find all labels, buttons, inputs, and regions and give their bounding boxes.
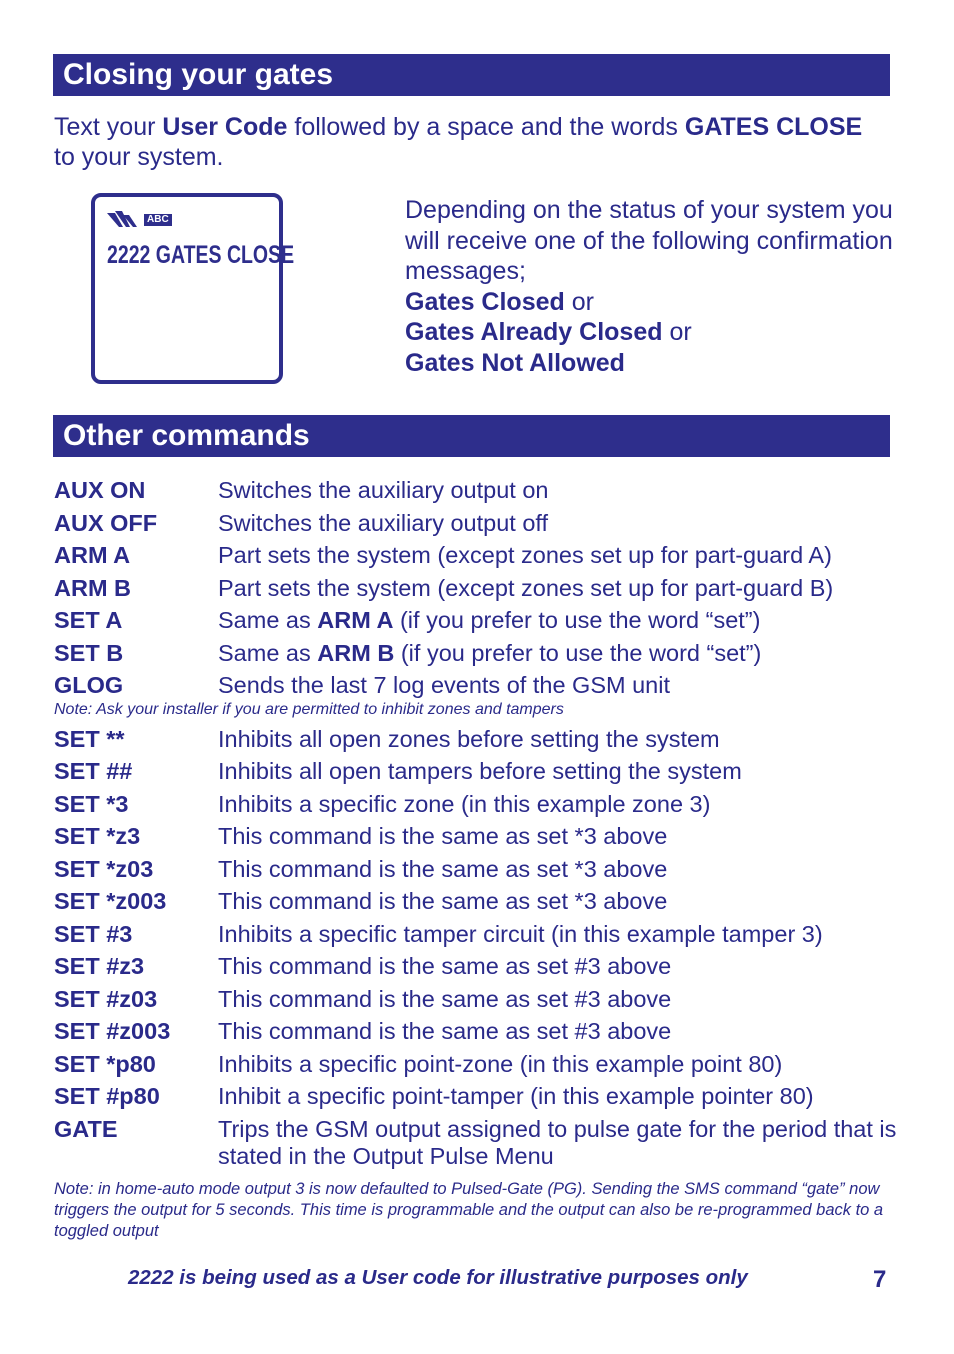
- command-description: This command is the same as set #3 above: [218, 953, 672, 979]
- command-row: [54, 604, 914, 637]
- command-row: [54, 507, 914, 540]
- intro-seg: followed by a space and the words: [287, 113, 685, 141]
- description-seg: ARM A: [317, 607, 394, 633]
- command-row: [54, 669, 914, 702]
- command-description: Inhibits a specific zone (in this example zone 3): [218, 790, 711, 817]
- command-name: GLOG: [54, 672, 124, 698]
- message-label: Gates Not Allowed: [405, 348, 625, 377]
- command-name: AUX ON: [54, 477, 146, 503]
- command-row: [54, 820, 914, 853]
- command-description: This command is the same as set *3 above: [218, 855, 668, 882]
- intro-seg: Text your: [54, 113, 163, 141]
- command-row: [54, 723, 914, 756]
- description-seg: (if you prefer to use the word “set”): [393, 607, 761, 633]
- command-description: This command is the same as set #3 above: [218, 1018, 672, 1044]
- intro-seg: User Code: [162, 113, 288, 141]
- command-name: SET *3: [54, 790, 129, 817]
- command-name: SET *p80: [54, 1050, 156, 1077]
- command-description: Inhibits a specific tamper circuit (in this example tamper 3): [218, 920, 823, 947]
- command-name: SET #z3: [54, 953, 145, 979]
- command-row: [54, 983, 914, 1016]
- command-description: Inhibit a specific point-tamper (in this example pointer 80): [218, 1083, 814, 1109]
- footer-disclaimer: 2222 is being used as a User code for illustrative purposes only: [128, 1266, 748, 1289]
- section-header-closing-gates: Closing your gates: [53, 54, 890, 96]
- message-gates-not-allowed: [405, 348, 895, 379]
- command-name: SET A: [54, 607, 123, 633]
- command-name: ARM A: [54, 542, 131, 568]
- command-row: [54, 950, 914, 983]
- phone-screen-illustration: [91, 193, 295, 384]
- command-description: Inhibits all open tampers before setting the system: [218, 758, 742, 784]
- command-name: AUX OFF: [54, 509, 158, 536]
- message-label: Gates Already Closed: [405, 318, 663, 346]
- command-description: Trips the GSM output assigned to pulse gate for the period that is stated in the Output Pulse Menu: [218, 1115, 897, 1169]
- command-description: Part sets the system (except zones set up for part-guard B): [218, 574, 834, 601]
- page-number: 7: [873, 1266, 887, 1293]
- command-name: SET **: [54, 725, 125, 752]
- command-name: SET *z3: [54, 823, 141, 849]
- command-row: [54, 539, 914, 572]
- commands-table: [54, 474, 914, 1173]
- description-seg: Same as: [218, 639, 318, 666]
- command-row: [54, 755, 914, 788]
- message-gates-already-closed: [405, 317, 895, 348]
- description-seg: (if you prefer to use the word “set”): [394, 639, 762, 666]
- command-description: This command is the same as set #3 above: [218, 985, 672, 1012]
- command-name: ARM B: [54, 574, 132, 601]
- command-name: SET #z03: [54, 985, 158, 1012]
- command-description: [218, 604, 914, 637]
- command-name: GATE: [54, 1115, 118, 1142]
- description-seg: ARM B: [317, 639, 395, 666]
- command-name: SET *z03: [54, 855, 154, 882]
- message-gates-closed: [405, 287, 895, 318]
- command-description: Part sets the system (except zones set up for part-guard A): [218, 542, 832, 568]
- command-row: [54, 1015, 914, 1048]
- section-header-other-commands: Other commands: [53, 415, 890, 457]
- command-row: [54, 1080, 914, 1113]
- command-description: Inhibits all open zones before setting the system: [218, 725, 720, 752]
- message-suffix: or: [564, 287, 594, 316]
- command-description: Sends the last 7 log events of the GSM unit: [218, 672, 670, 698]
- command-description: Inhibits a specific point-zone (in this example point 80): [218, 1050, 783, 1077]
- status-text: Depending on the status of your system you will receive one of the following confirmation messages;: [405, 196, 893, 285]
- command-name: SET #z003: [54, 1018, 171, 1044]
- command-description: [218, 637, 914, 670]
- command-description: Switches the auxiliary output on: [218, 477, 549, 503]
- home-auto-note: Note: in home-auto mode output 3 is now defaulted to Pulsed-Gate (PG). Sending the SMS command “gate” now triggers the output for 5 seconds. This time is programmable and the output can also be re-programmed back to a toggled output: [54, 1180, 884, 1240]
- status-description: [405, 195, 895, 378]
- commands-group-a: [54, 474, 914, 702]
- command-name: SET *z003: [54, 888, 167, 914]
- command-row: [54, 788, 914, 821]
- command-row: [54, 1048, 914, 1081]
- command-row: [54, 853, 914, 886]
- command-row: [54, 918, 914, 951]
- command-description: Switches the auxiliary output off: [218, 509, 549, 536]
- command-name: SET B: [54, 639, 124, 666]
- command-description: This command is the same as set *3 above: [218, 823, 668, 849]
- description-seg: Same as: [218, 607, 318, 633]
- intro-seg: to your system.: [54, 143, 224, 171]
- intro-text: [54, 112, 884, 172]
- command-row: [54, 885, 914, 918]
- command-name: SET ##: [54, 758, 133, 784]
- intro-seg: GATES CLOSE: [684, 113, 863, 141]
- command-row: [54, 572, 914, 605]
- command-row: [54, 637, 914, 670]
- message-suffix: or: [662, 318, 692, 346]
- command-row: [54, 1116, 914, 1170]
- sms-message: 2222 GATES CLOSE: [107, 241, 295, 269]
- inhibit-note: Note: Ask your installer if you are permitted to inhibit zones and tampers: [54, 700, 564, 718]
- command-description: This command is the same as set *3 above: [218, 888, 668, 914]
- signal-icon: [107, 209, 143, 231]
- commands-group-b: [54, 723, 914, 1170]
- abc-badge: ABC: [144, 214, 172, 226]
- message-label: Gates Closed: [405, 287, 565, 316]
- command-name: SET #p80: [54, 1083, 160, 1109]
- command-name: SET #3: [54, 920, 133, 947]
- command-row: [54, 474, 914, 507]
